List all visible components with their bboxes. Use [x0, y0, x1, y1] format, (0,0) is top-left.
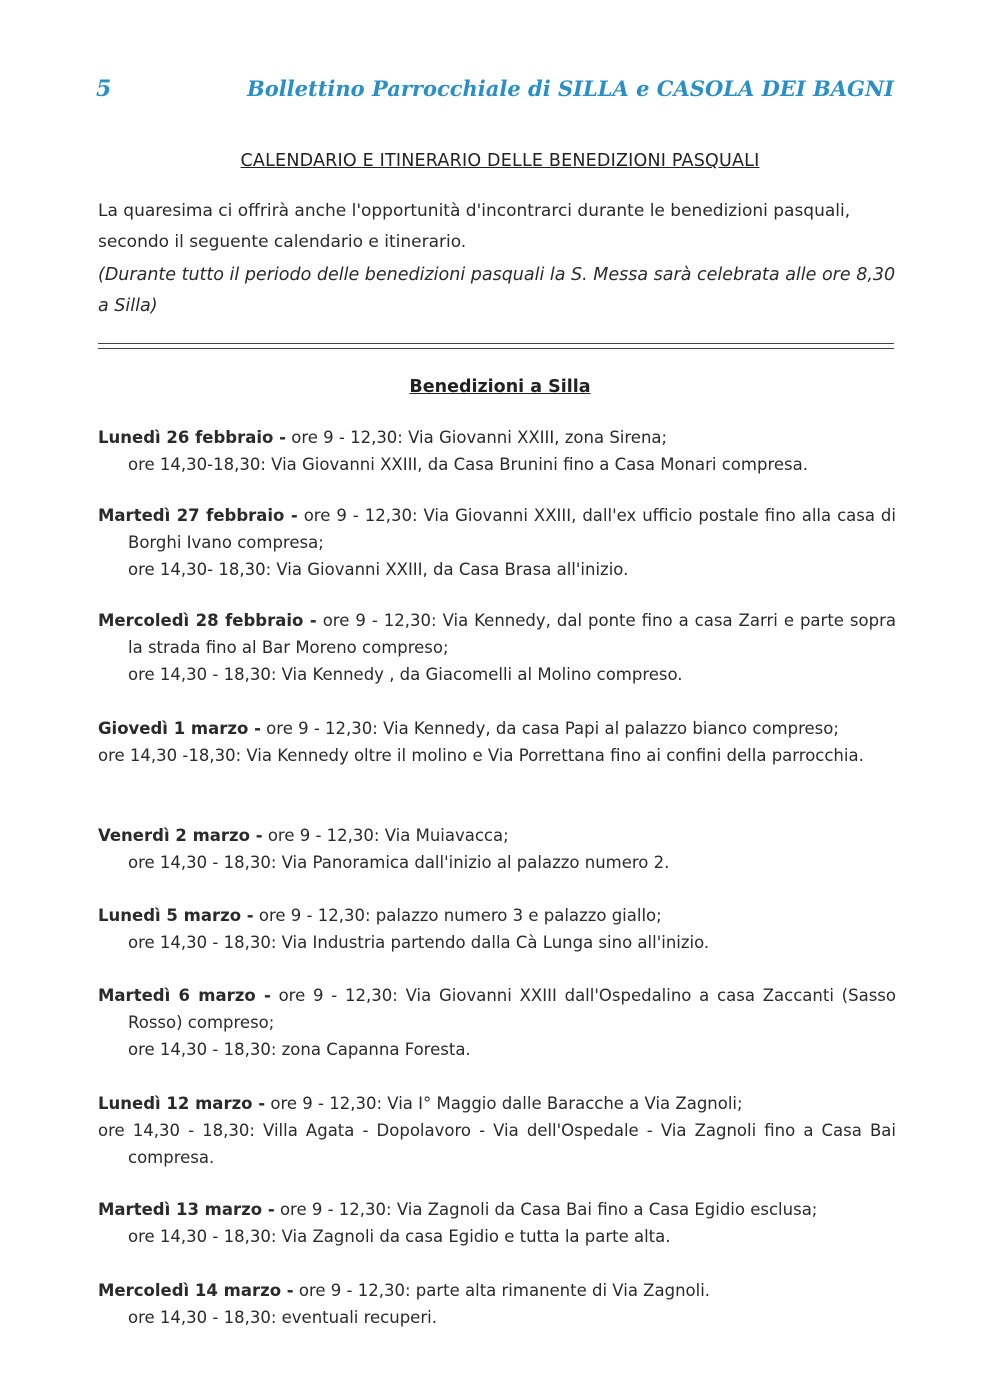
entry-morning: ore 9 - 12,30: Via Kennedy, dal ponte fino a casa Zarri e parte sopra la strada fino al Bar Moreno compreso; [128, 611, 896, 657]
entry-morning: ore 9 - 12,30: Via I° Maggio dalle Baracche a Via Zagnoli; [270, 1094, 743, 1113]
schedule-entry [98, 1196, 896, 1250]
entry-morning: ore 9 - 12,30: Via Giovanni XXIII, zona Sirena; [291, 428, 668, 447]
entry-day: Mercoledì 14 marzo - [98, 1281, 294, 1300]
schedule-entry [98, 715, 896, 769]
entry-morning: ore 9 - 12,30: parte alta rimanente di Via Zagnoli. [298, 1281, 711, 1300]
schedule-entry [98, 822, 896, 876]
entry-day: Mercoledì 28 febbraio - [98, 611, 317, 630]
entry-afternoon: ore 14,30 - 18,30: Villa Agata - Dopolavoro - Via dell'Ospedale - Via Zagnoli fino a Casa Bai compresa. [98, 1121, 896, 1167]
schedule-entry [98, 982, 896, 1063]
entry-morning: ore 9 - 12,30: palazzo numero 3 e palazzo giallo; [258, 906, 662, 925]
intro-paragraph: La quaresima ci offrirà anche l'opportunità d'incontrarci durante le benedizioni pasquali, secondo il seguente calendario e itinerario. [98, 201, 851, 252]
page-number: 5 [96, 76, 112, 102]
document-title: CALENDARIO E ITINERARIO DELLE BENEDIZIONI PASQUALI [240, 151, 760, 171]
entry-afternoon: ore 14,30 -18,30: Via Kennedy oltre il molino e Via Porrettana fino ai confini della parrocchia. [98, 746, 864, 765]
entry-morning: ore 9 - 12,30: Via Kennedy, da casa Papi al palazzo bianco compreso; [266, 719, 839, 738]
entry-morning: ore 9 - 12,30: Via Muiavacca; [267, 826, 509, 845]
schedule-entry [98, 1090, 896, 1171]
schedule-entry [98, 607, 896, 688]
entry-day: Martedì 27 febbraio - [98, 506, 298, 525]
entry-day: Lunedì 26 febbraio - [98, 428, 286, 447]
mass-note: (Durante tutto il periodo delle benedizioni pasquali la S. Messa sarà celebrata alle ore 8,30 a Silla) [98, 265, 896, 316]
entry-afternoon: ore 14,30 - 18,30: Via Zagnoli da casa Egidio e tutta la parte alta. [128, 1227, 671, 1246]
entry-morning: ore 9 - 12,30: Via Giovanni XXIII dall'Ospedalino a casa Zaccanti (Sasso Rosso) compreso; [128, 986, 896, 1032]
schedule-entry [98, 902, 896, 956]
entry-day: Lunedì 12 marzo - [98, 1094, 266, 1113]
journal-title: Bollettino Parrocchiale di SILLA e CASOLA DEI BAGNI [246, 76, 894, 101]
entry-day: Giovedì 1 marzo - [98, 719, 261, 738]
entry-afternoon: ore 14,30-18,30: Via Giovanni XXIII, da Casa Brunini fino a Casa Monari compresa. [128, 455, 808, 474]
entry-afternoon: ore 14,30 - 18,30: Via Panoramica dall'inizio al palazzo numero 2. [128, 853, 670, 872]
entry-afternoon: ore 14,30- 18,30: Via Giovanni XXIII, da Casa Brasa all'inizio. [128, 560, 629, 579]
entry-afternoon: ore 14,30 - 18,30: Via Kennedy , da Giacomelli al Molino compreso. [128, 665, 683, 684]
entry-day: Martedì 13 marzo - [98, 1200, 275, 1219]
entry-afternoon: ore 14,30 - 18,30: zona Capanna Foresta. [128, 1040, 471, 1059]
page-header [96, 76, 896, 106]
entry-afternoon: ore 14,30 - 18,30: eventuali recuperi. [128, 1308, 437, 1327]
section-title: Benedizioni a Silla [409, 377, 591, 397]
entry-day: Lunedì 5 marzo - [98, 906, 254, 925]
schedule-entry [98, 424, 896, 478]
entry-afternoon: ore 14,30 - 18,30: Via Industria partendo dalla Cà Lunga sino all'inizio. [128, 933, 710, 952]
schedule-entry [98, 502, 896, 583]
entry-day: Martedì 6 marzo - [98, 986, 271, 1005]
double-divider [98, 343, 894, 349]
entry-morning: ore 9 - 12,30: Via Giovanni XXIII, dall'ex ufficio postale fino alla casa di Borghi Ivano compresa; [128, 506, 896, 552]
schedule-entry [98, 1277, 896, 1331]
entry-morning: ore 9 - 12,30: Via Zagnoli da Casa Bai fino a Casa Egidio esclusa; [279, 1200, 818, 1219]
entry-day: Venerdì 2 marzo - [98, 826, 263, 845]
